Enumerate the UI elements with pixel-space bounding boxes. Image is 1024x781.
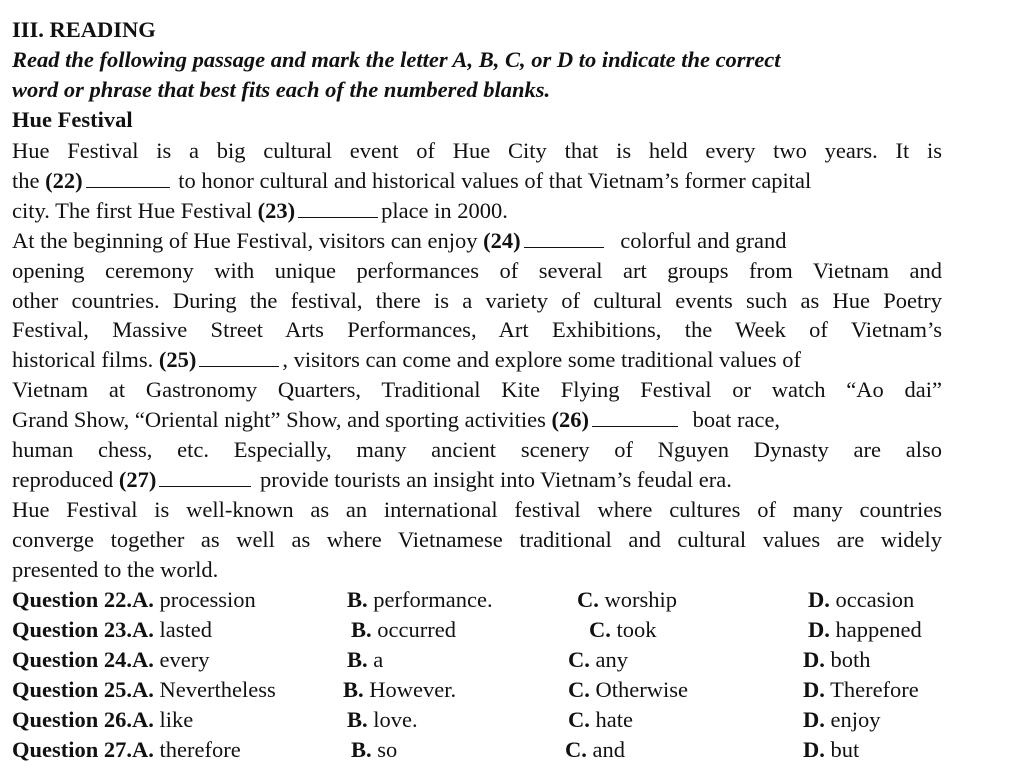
option-text: happened xyxy=(829,617,922,642)
option-c[interactable] xyxy=(568,676,688,704)
para1-line-3 xyxy=(12,197,508,225)
passage-title: Hue Festival xyxy=(12,107,133,132)
option-c[interactable] xyxy=(568,646,628,674)
option-letter: D. xyxy=(803,737,825,762)
para3-line-1: Hue Festival is well-known as an international festival where cultures of many countries xyxy=(12,497,942,522)
option-text: However. xyxy=(363,677,457,702)
para1-line-1: Hue Festival is a big cultural event of Hue City that is held every two years. It is xyxy=(12,138,942,163)
instructions-line-2: word or phrase that best fits each of the numbered blanks. xyxy=(12,77,551,102)
option-text: a xyxy=(367,647,384,672)
option-letter: D. xyxy=(803,677,825,702)
option-a[interactable] xyxy=(12,706,193,734)
para1-line-2 xyxy=(12,167,811,195)
text: provide tourists an insight into Vietnam’s feudal era. xyxy=(259,467,732,492)
para3-line-3: presented to the world. xyxy=(12,557,219,582)
option-text: both xyxy=(824,647,871,672)
blank-number-24: (24) xyxy=(483,228,521,253)
option-text: occurred xyxy=(371,617,456,642)
question-label: Question 23. xyxy=(12,617,133,642)
option-b[interactable] xyxy=(343,676,456,704)
question-label: Question 25. xyxy=(12,677,133,702)
blank-23 xyxy=(298,199,378,218)
option-letter: B. xyxy=(351,737,372,762)
blank-22 xyxy=(86,169,170,188)
section-heading: III. READING xyxy=(12,17,156,42)
option-d[interactable] xyxy=(803,676,919,704)
option-letter: A. xyxy=(132,647,154,672)
option-text: took xyxy=(610,617,657,642)
para3-line-2: converge together as well as where Vietnamese traditional and cultural values are widely xyxy=(12,527,942,552)
question-label: Question 27. xyxy=(12,737,133,762)
question-label: Question 22. xyxy=(12,587,133,612)
option-a[interactable] xyxy=(12,586,256,614)
option-letter: A. xyxy=(132,587,154,612)
option-text: love. xyxy=(367,707,418,732)
option-c[interactable] xyxy=(589,616,657,644)
text: place in 2000. xyxy=(381,198,508,223)
question-label: Question 26. xyxy=(12,707,133,732)
option-text: but xyxy=(824,737,860,762)
blank-27 xyxy=(159,468,251,487)
option-c[interactable] xyxy=(565,736,625,764)
blank-24 xyxy=(524,229,604,248)
option-letter: D. xyxy=(808,587,830,612)
option-text: Therefore xyxy=(824,677,919,702)
option-a[interactable] xyxy=(12,616,212,644)
text: Grand Show, “Oriental night” Show, and sporting activities xyxy=(12,407,546,432)
option-text: lasted xyxy=(153,617,212,642)
option-text: worship xyxy=(598,587,677,612)
option-letter: B. xyxy=(347,707,368,732)
text: to honor cultural and historical values of that Vietnam’s former capital xyxy=(178,168,812,193)
option-text: hate xyxy=(589,707,633,732)
text: At the beginning of Hue Festival, visitors can enjoy xyxy=(12,228,478,253)
option-b[interactable] xyxy=(351,616,456,644)
option-letter: C. xyxy=(565,737,587,762)
option-text: like xyxy=(153,707,194,732)
question-label: Question 24. xyxy=(12,647,133,672)
option-b[interactable] xyxy=(347,646,383,674)
text: the xyxy=(12,168,40,193)
option-letter: A. xyxy=(132,737,154,762)
para2-line-4: Festival, Massive Street Arts Performances, Art Exhibitions, the Week of Vietnam’s xyxy=(12,317,942,342)
option-text: procession xyxy=(153,587,256,612)
option-d[interactable] xyxy=(803,646,871,674)
para2-line-3: other countries. During the festival, there is a variety of cultural events such as Hue Poetry xyxy=(12,288,942,313)
option-letter: A. xyxy=(132,707,154,732)
option-c[interactable] xyxy=(577,586,677,614)
option-b[interactable] xyxy=(347,586,493,614)
option-a[interactable] xyxy=(12,676,276,704)
option-text: any xyxy=(589,647,628,672)
para2-line-7 xyxy=(12,406,780,434)
text: reproduced xyxy=(12,467,114,492)
option-letter: C. xyxy=(568,677,590,702)
option-letter: B. xyxy=(347,647,368,672)
option-letter: C. xyxy=(589,617,611,642)
option-letter: B. xyxy=(347,587,368,612)
blank-number-27: (27) xyxy=(118,467,157,492)
option-d[interactable] xyxy=(808,586,914,614)
option-a[interactable] xyxy=(12,646,209,674)
option-a[interactable] xyxy=(12,736,241,764)
option-letter: D. xyxy=(808,617,830,642)
option-letter: A. xyxy=(132,617,154,642)
option-text: occasion xyxy=(829,587,915,612)
para2-line-9 xyxy=(12,466,732,494)
option-letter: B. xyxy=(343,677,364,702)
option-text: and xyxy=(586,737,625,762)
option-c[interactable] xyxy=(568,706,633,734)
option-text: Otherwise xyxy=(589,677,688,702)
option-d[interactable] xyxy=(803,736,859,764)
option-text: therefore xyxy=(153,737,241,762)
option-text: Nevertheless xyxy=(153,677,276,702)
option-letter: D. xyxy=(803,707,825,732)
option-b[interactable] xyxy=(351,736,397,764)
option-letter: C. xyxy=(577,587,599,612)
text: boat race, xyxy=(692,407,781,432)
blank-number-25: (25) xyxy=(158,347,197,372)
text: city. The first Hue Festival xyxy=(12,198,252,223)
option-text: enjoy xyxy=(824,707,881,732)
blank-25 xyxy=(199,348,279,367)
para2-line-5 xyxy=(12,346,801,374)
option-text: every xyxy=(153,647,210,672)
option-letter: A. xyxy=(132,677,154,702)
option-letter: B. xyxy=(351,617,372,642)
text: , visitors can come and explore some traditional values of xyxy=(282,347,801,372)
blank-number-22: (22) xyxy=(45,168,83,193)
option-text: so xyxy=(371,737,398,762)
option-text: performance. xyxy=(367,587,493,612)
para2-line-6: Vietnam at Gastronomy Quarters, Traditional Kite Flying Festival or watch “Ao dai” xyxy=(12,377,942,402)
blank-number-23: (23) xyxy=(257,198,296,223)
para2-line-2: opening ceremony with unique performances of several art groups from Vietnam and xyxy=(12,258,942,283)
option-letter: D. xyxy=(803,647,825,672)
option-b[interactable] xyxy=(347,706,418,734)
para2-line-8: human chess, etc. Especially, many ancient scenery of Nguyen Dynasty are also xyxy=(12,437,942,462)
text: historical films. xyxy=(12,347,154,372)
blank-number-26: (26) xyxy=(551,407,589,432)
instructions-line-1: Read the following passage and mark the letter A, B, C, or D to indicate the correct xyxy=(12,47,781,72)
para2-line-1 xyxy=(12,227,787,255)
option-d[interactable] xyxy=(803,706,881,734)
text: colorful and grand xyxy=(620,228,787,253)
option-d[interactable] xyxy=(808,616,922,644)
option-letter: C. xyxy=(568,707,590,732)
blank-26 xyxy=(592,408,678,427)
option-letter: C. xyxy=(568,647,590,672)
